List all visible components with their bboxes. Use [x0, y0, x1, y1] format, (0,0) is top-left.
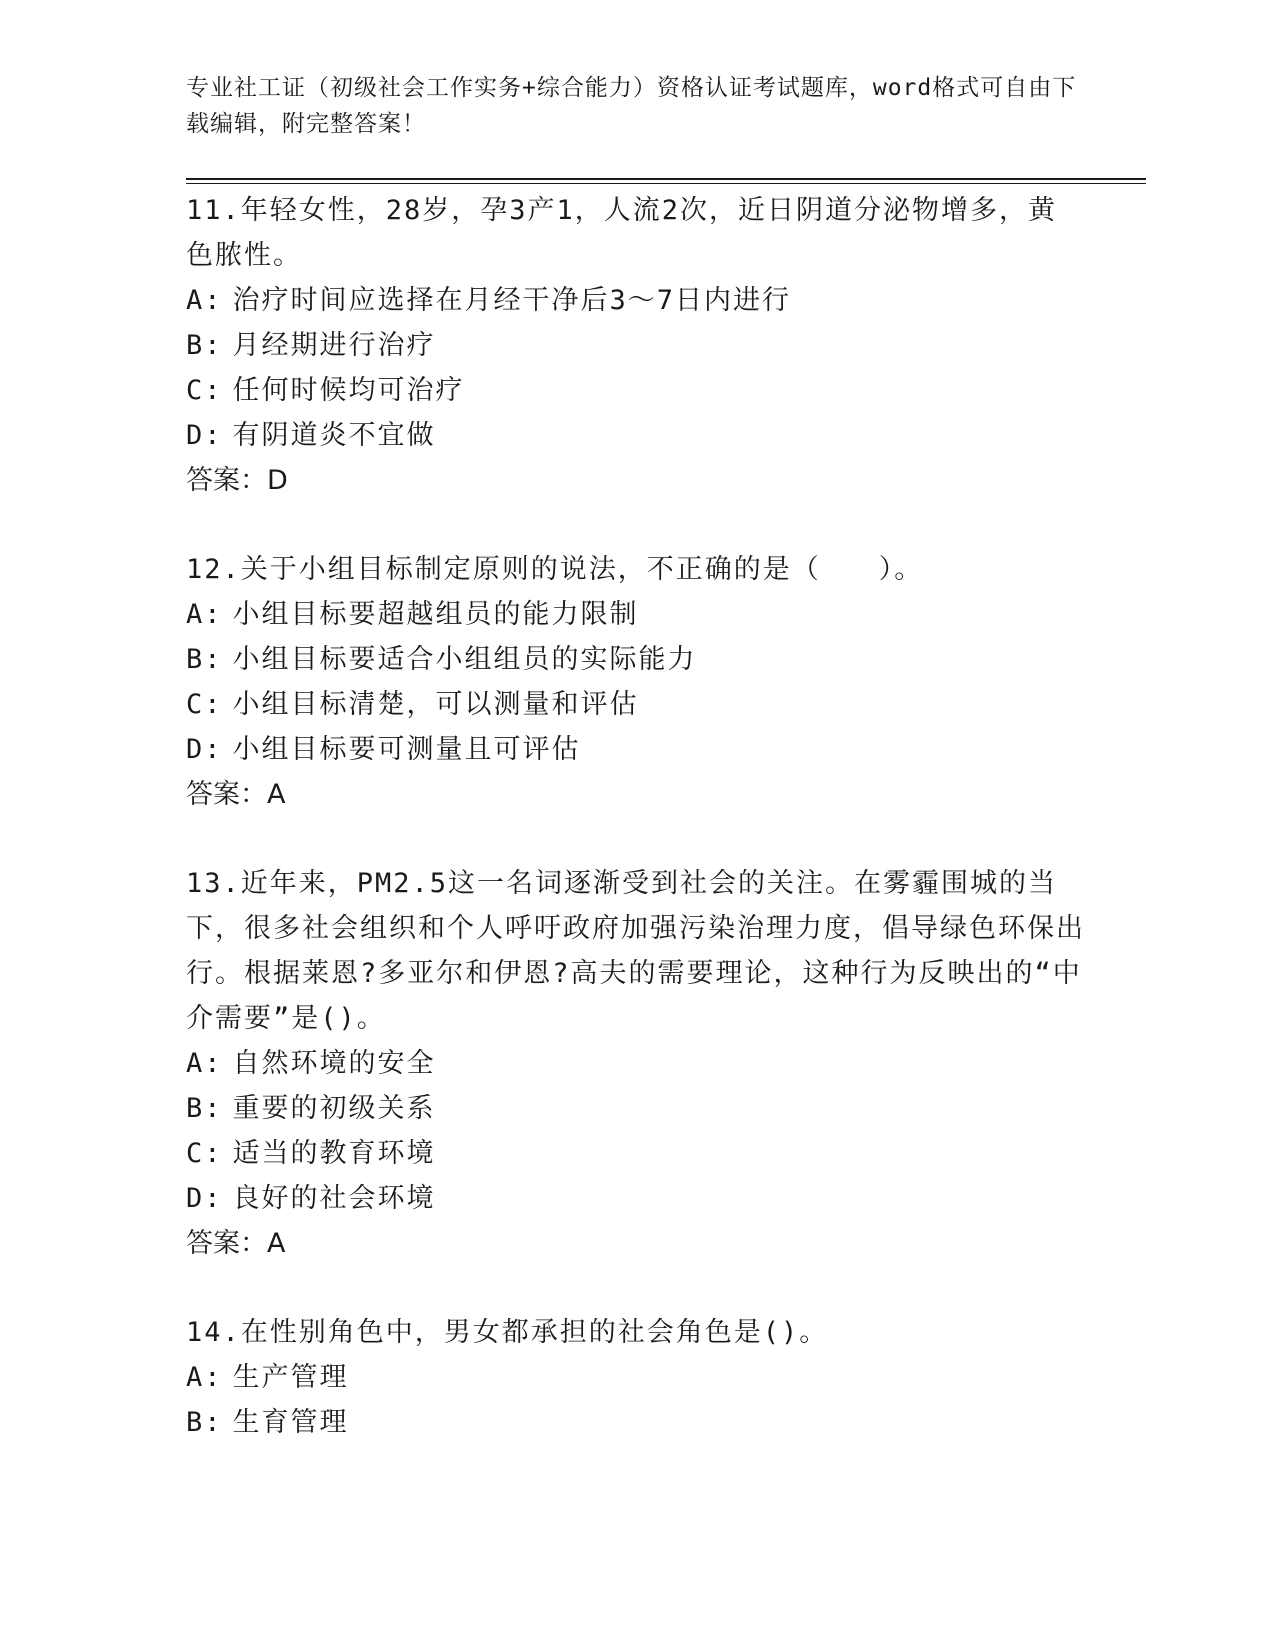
option-key: B:	[186, 1093, 223, 1124]
option-text: 治疗时间应选择在月经干净后3～7日内进行	[232, 285, 792, 316]
option-b	[186, 1400, 1086, 1445]
option-text: 良好的社会环境	[232, 1183, 436, 1214]
option-key: D:	[186, 734, 223, 765]
option-text: 重要的初级关系	[232, 1093, 436, 1124]
option-text: 有阴道炎不宜做	[232, 420, 436, 451]
question-stem: 13.近年来，PM2.5这一名词逐渐受到社会的关注。在雾霾围城的当下，很多社会组织和个人呼吁政府加强污染治理力度，倡导绿色环保出行。根据莱恩?多亚尔和伊恩?高夫的需要理论，这种行为反映出的“中介需要”是()。	[186, 868, 1085, 1034]
option-text: 小组目标要可测量且可评估	[232, 734, 581, 765]
option-text: 任何时候均可治疗	[232, 375, 465, 406]
document-header	[186, 70, 1086, 142]
option-key: A:	[186, 1362, 223, 1393]
option-c	[186, 368, 1086, 413]
question-stem: 11.年轻女性，28岁，孕3产1，人流2次，近日阴道分泌物增多，黄色脓性。	[186, 195, 1058, 271]
option-key: A:	[186, 599, 223, 630]
answer: 答案：A	[186, 1228, 286, 1259]
question-stem: 14.在性别角色中，男女都承担的社会角色是()。	[186, 1317, 829, 1348]
option-key: A:	[186, 1048, 223, 1079]
option-key: B:	[186, 330, 223, 361]
option-text: 自然环境的安全	[232, 1048, 436, 1079]
option-key: D:	[186, 1183, 223, 1214]
option-key: C:	[186, 1138, 223, 1169]
option-d	[186, 1176, 1086, 1221]
option-key: B:	[186, 644, 223, 675]
option-text: 小组目标要超越组员的能力限制	[232, 599, 639, 630]
question-14	[186, 1310, 1086, 1445]
option-key: A:	[186, 285, 223, 316]
option-key: C:	[186, 689, 223, 720]
option-text: 月经期进行治疗	[232, 330, 436, 361]
header-divider	[186, 178, 1146, 180]
answer: 答案：A	[186, 779, 286, 810]
option-text: 适当的教育环境	[232, 1138, 436, 1169]
option-b	[186, 637, 1086, 682]
option-key: C:	[186, 375, 223, 406]
option-b	[186, 1086, 1086, 1131]
option-c	[186, 1131, 1086, 1176]
option-d	[186, 727, 1086, 772]
option-text: 生产管理	[232, 1362, 349, 1393]
option-a	[186, 278, 1086, 323]
option-text: 小组目标清楚，可以测量和评估	[232, 689, 639, 720]
option-b	[186, 323, 1086, 368]
option-a	[186, 592, 1086, 637]
option-d	[186, 413, 1086, 458]
question-stem: 12.关于小组目标制定原则的说法，不正确的是（ ）。	[186, 554, 924, 585]
header-divider-thin	[186, 183, 1146, 184]
question-list	[186, 188, 1086, 1489]
option-key: B:	[186, 1407, 223, 1438]
answer: 答案：D	[186, 465, 288, 496]
option-a	[186, 1041, 1086, 1086]
option-c	[186, 682, 1086, 727]
question-11	[186, 188, 1086, 503]
option-key: D:	[186, 420, 223, 451]
option-text: 小组目标要适合小组组员的实际能力	[232, 644, 697, 675]
document-title: 专业社工证（初级社会工作实务+综合能力）资格认证考试题库，word格式可自由下载编辑，附完整答案！	[186, 75, 1077, 137]
question-13	[186, 861, 1086, 1266]
option-a	[186, 1355, 1086, 1400]
question-12	[186, 547, 1086, 817]
option-text: 生育管理	[232, 1407, 349, 1438]
